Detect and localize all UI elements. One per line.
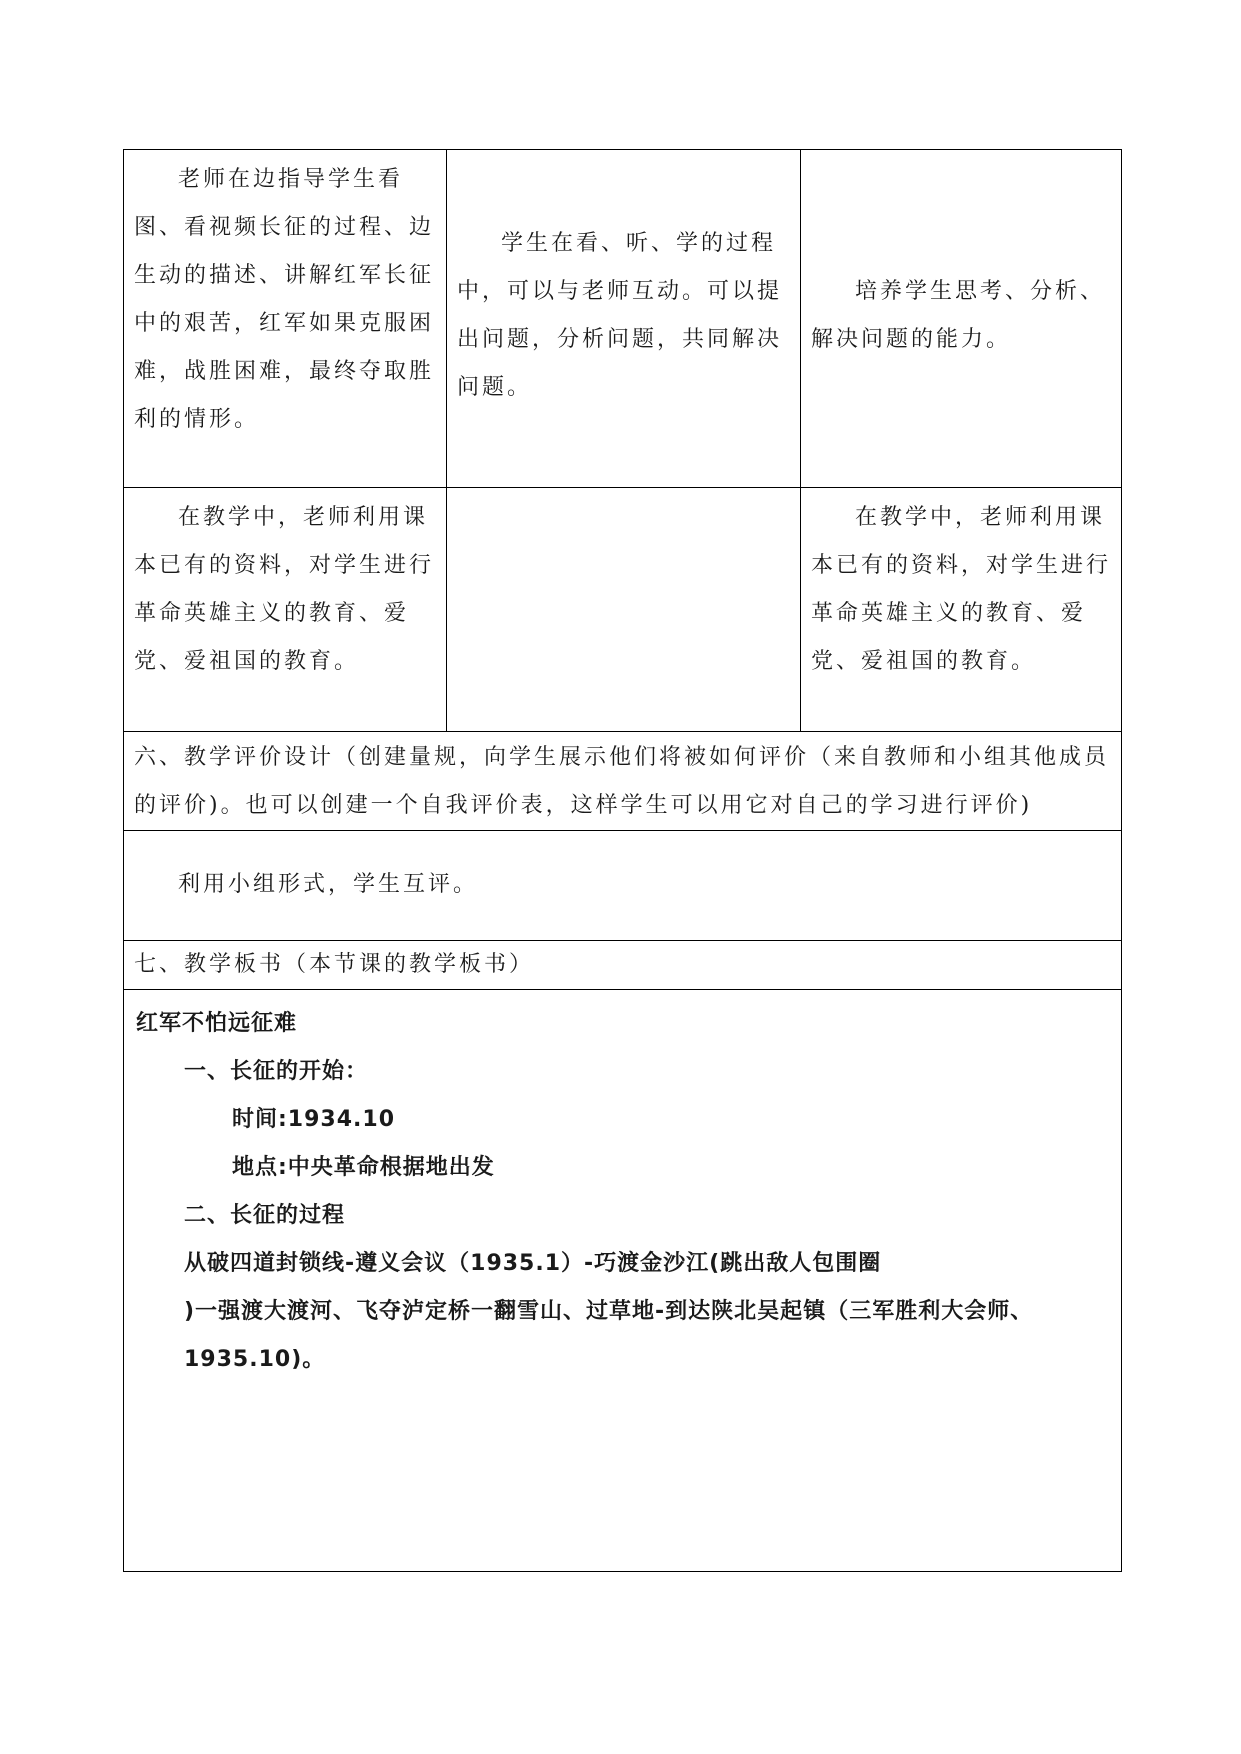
blackboard-body-row	[124, 990, 1122, 1572]
teacher-activity-text: 老师在边指导学生看图、看视频长征的过程、边生动的描述、讲解红军长征中的艰苦，红军如果克服困难，战胜困难，最终夺取胜利的情形。	[134, 167, 435, 432]
evaluation-heading-row	[124, 732, 1122, 831]
process-row	[124, 488, 1122, 732]
design-intent-cell	[801, 488, 1122, 732]
student-activity-cell	[447, 150, 801, 488]
blackboard-body-cell	[124, 990, 1122, 1572]
process-row	[124, 150, 1122, 488]
section-start-heading: 一、长征的开始：	[184, 1059, 369, 1084]
design-intent-cell	[801, 150, 1122, 488]
teacher-activity-text: 在教学中，老师利用课本已有的资料，对学生进行革命英雄主义的教育、爱党、爱祖国的教育。	[134, 505, 435, 674]
blackboard-heading: 七、教学板书（本节课的教学板书）	[134, 952, 535, 977]
process-line: 1935.10)。	[184, 1347, 326, 1372]
start-time: 时间:1934.10	[232, 1107, 396, 1132]
teacher-activity-cell	[124, 488, 447, 732]
section-process-heading: 二、长征的过程	[184, 1203, 346, 1228]
process-line: )一强渡大渡河、飞夺泸定桥一翻雪山、过草地-到达陕北吴起镇（三军胜利大会师、	[184, 1299, 1034, 1324]
evaluation-body: 利用小组形式，学生互评。	[178, 872, 479, 897]
lesson-plan-table	[123, 149, 1122, 1572]
blackboard-title: 红军不怕远征难	[136, 1011, 298, 1036]
evaluation-heading-cell	[124, 732, 1122, 831]
blackboard-heading-cell	[124, 941, 1122, 990]
student-activity-cell	[447, 488, 801, 732]
design-intent-text: 在教学中，老师利用课本已有的资料，对学生进行革命英雄主义的教育、爱党、爱祖国的教育。	[811, 505, 1112, 674]
evaluation-heading: 六、教学评价设计（创建量规，向学生展示他们将被如何评价（来自教师和小组其他成员的评价)。也可以创建一个自我评价表，这样学生可以用它对自己的学习进行评价)	[134, 745, 1110, 818]
evaluation-body-cell	[124, 831, 1122, 941]
student-activity-text: 学生在看、听、学的过程中，可以与老师互动。可以提出问题，分析问题，共同解决问题。	[457, 231, 783, 400]
start-place: 地点:中央革命根据地出发	[232, 1155, 495, 1180]
teacher-activity-cell	[124, 150, 447, 488]
design-intent-text: 培养学生思考、分析、解决问题的能力。	[811, 279, 1106, 352]
blackboard-heading-row	[124, 941, 1122, 990]
process-line: 从破四道封锁线-遵义会议（1935.1）-巧渡金沙江(跳出敌人包围圈	[184, 1251, 882, 1276]
evaluation-body-row	[124, 831, 1122, 941]
